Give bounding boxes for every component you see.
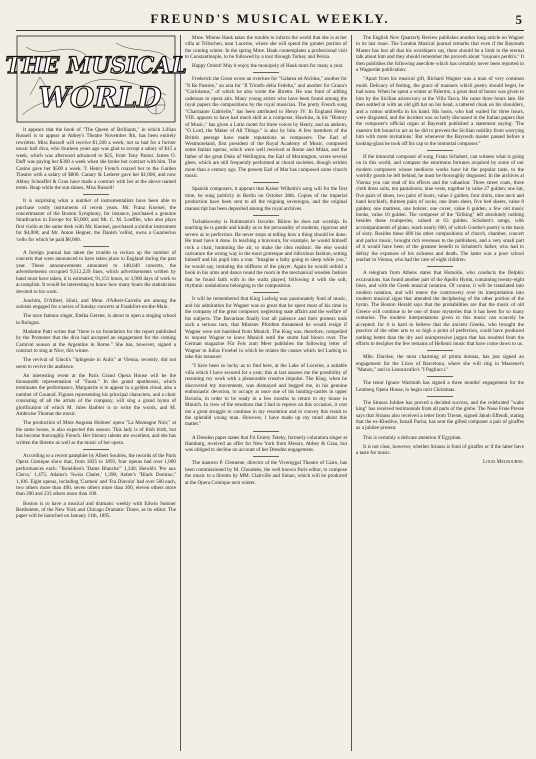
- paragraph: Madame Patti writes that "there is no foundation for the report published by the Promoter that the diva had accepted an engagement for the coming Carnival season at the Argentine in Rome." She has, however, signed a contract to sing at Nice, this winter.: [16, 328, 176, 355]
- paragraph: The maestro P. Clemente, director of the Vicereggal Theatre of Cairo, has been commissioned by M. Choudens, the well known Paris editor, to compose the music to a libretto by MM. Clairville and Simao, which will be produced at the Opera Comique next winter.: [185, 460, 347, 486]
- paragraph: It is surprising what a number of instrumentalists have been able to purchase costly instruments of recent years. Mr. Franz Kneisel, the concertmaster of the Boston Symphony, for instance, purchased a genuine Stradivarius in Europe for $3,000; and Mr. C. M. Loeffler, who also plays first violin at the same desk with Mr. Kneisel, purchased a similar instrument for $4,000; and Mr. Anton Hegner, the Danish 'cellist, owns a Guarnerius 'cello for which he paid $8,000.: [16, 198, 176, 243]
- paragraph: It appears that the book of "The Queen of Brilliants," in which Lillian Russell is to appear at Abbey's Theatre November 9th, has been entirely rewritten. Miss Russell will receive $1,500 a week; not so bad for a former music hall diva, who fourteen years ago was glad to accept a salary of $15 a week, which was afterward advanced to $25, from Tony Pastor. James O. Duff was paying her $300 a week when she broke her contract with him. The Casino gave her $500 a week. T. Henry French coaxed her to the Garden Theatre with a salary of $800. Canary & Lederer gave her $1,000, and now Abbey Schoeffel & Grau have made a contract with her at the above named terms. Reap while the sun shines, Miss Russell!: [16, 127, 176, 192]
- paragraph: The production of Mme Augusta Holmes' opera "La Montagne Noir," at the same house, is also expected this season. This lady is of Irish birth, but has become thoroughly French. Her literary talents are excellent, and she has written the libretto as well as the music of her opera.: [16, 420, 176, 446]
- masthead-line-2: WORLD: [38, 81, 162, 114]
- paragraph: An interesting event at the Paris Grand Opera House will be the thousandth representation of "Faust." In the grand apotheosis, which terminates the performance, Marguerite is to appear in a golden cloud, also a number of Gounod. Figures representing his principal characters, and a choir consisting of all the artists of the company, will sing a grand hymn of glorification of which M. Jules Barbier is to write the words, and M. Ambroise Thomas the music.: [16, 372, 176, 418]
- paragraph: It will be remembered that King Ludwig was passionately fond of music, and his admiration for Wagner was so great that he spent most of his time in the company of the great composer, neglecting state affairs and the welfare of his subjects. The Bavarians finally lost all patience and their protests took such a serious turn, that Minister Pfordten threatened he would resign if Wagner were not banished from Munich. The King was, therefore, compelled to request Wagner to leave Munich until the storm had blown over. The German magazine Für Fels zum Meer publishes the following letter of Wagner to Julius Froebel in which he relates the causes which led Ludwig to take this measure:: [185, 296, 347, 361]
- paragraph: Mme. Minnie Hauk takes the trouble to inform the world that she is at her villa at Tribschen, near Lucerne, where she will spend the greater portion of the coming winter. In the spring Mme. Hauk contemplates a professional visit to Constantinople, to be followed by a tour through Turkey and Persia.: [185, 35, 347, 61]
- author-signature: Louis Melbourne.: [483, 459, 524, 466]
- paragraph: Joachim, D'Albert, Siloti, and Mme. d'Albert-Carreño are among the soloists engaged for a series of Sunday concerts at Frankfort-on-the-Main.: [16, 297, 176, 311]
- musical-world-masthead: [5, 35, 187, 123]
- paragraph: The once famous singer, Etelka Gerster, is about to open a singing school in Bologna.: [16, 313, 176, 326]
- paragraph: A foreign journal has taken the trouble to reckon up the number of concerts that were announced to have taken place in England during the past year. These announcements amounted to 148,640 concerts, the advertisements occupied 9,512,229 lines, which advertisements written by hand must have taken, it is estimated, 91,151 hours, or 3,960 days of work to accomplish. It would be interesting to know how many hours the statisticians devoted to his work.: [16, 249, 176, 295]
- column-3: [356, 35, 524, 751]
- paragraph: The Strauss Jubilee has proved a decided success, and the celebrated "waltz king" has received testimonials from all parts of the globe. The Neue Freie Presse says that Strauss also received a letter from Trieste, signed Jakob Effendi, stating that the ex-Khedive, Ismail Pacha, has sent the gifted composer a pair of giraffes as a jubilee present.: [356, 399, 524, 432]
- paragraph: It is not clear, however, whether Strauss is fond of giraffes or if the latter have a taste for music.: [356, 443, 524, 457]
- paragraph: The tenor Ignace Warmuth has signed a three months' engagement for the Lemberg Opera House, to begin next Christmas.: [356, 380, 524, 393]
- paragraph: This is certainly a delicate attention if Egyptian.: [363, 434, 462, 441]
- paragraph: "Apart from his musical gift, Richard Wagner was a man of very common mold. Delicacy of feeling, the grace of manners which poetry should beget, he had none. When he spent a winter at Palermo, a great deal of honor was given to him by the Sicilian aristocracy at the Villa Tasca. He came three hours late. He then settled in with an old gift hat on his head, a tattered cloak on his shoulders, and a cotton umbrella in his hand. His hosts, who had waited for three hours, were disgusted, and the incident was so hotly discussed in the Italian papers that the composer's official organ at Bayreuth published a statement saying: 'The maestro felt bound to act as he did to prevent the Sicilian nobility from worrying him with more invitations.' But whenever the Bayreuth master passed before a looking-glass he took off his cap to the immortal composer.": [356, 76, 524, 147]
- column-rule-2: [351, 35, 352, 751]
- masthead-line-1: THE MUSICAL: [5, 53, 187, 79]
- paragraph: According to a recent pamphlet by Albert Soubies, the records of the Paris Opera Comique show that, from 1825 to 1893, four operas had over 1,000 performances each: "Boieldieu's 'Dame Blanche'" 1,340; Herold's 'Pre aux Clercs,' 1,475; Adams's 'Swiss Chalet,' 1,390; Auber's "Black Domino," 1,106. Eight operas, including 'Carmen' and 'Fra Diavolo' had over 500 each, two others more than 400, seven others more than 300, eleven others more than 200 and 233 others more than 100.: [16, 452, 176, 498]
- page-number: 5: [515, 12, 522, 27]
- column-2: [185, 35, 347, 751]
- publication-title: FREUND'S MUSICAL WEEKLY.: [150, 11, 390, 26]
- paragraph: Boston is to have a musical and dramatic weekly with Edwin Sumner Berthelette, of the New York and Chicago Dramatic Times, as its editor. The paper will be launched on January 11th, 1895.: [16, 500, 176, 520]
- page-header: [16, 8, 524, 31]
- masthead-illustration: [5, 35, 187, 123]
- paragraph: Tschaikowsky is Rubinstein's favorite. Bülow he does not worship. In teaching he is gentle and kindly as to the personality of students, rigorous and severe as to perfection. He never stops at telling how a thing should be done. He must have it done. In teaching a bravoura, for example, he would himself rock a chair, humming the air, to make the idea realistic. He else would caricature the wrong way in the most grotesque and ridiculous fashion, setting himself and his pupil into a roar. "Imagine a baby going to sleep while you," he would say, imitating the stiffness of the player. Again he would unfold a book in his arms and dance round the room in the mechanical wooden fashion that he found faith with in the waltz played, following it with the soft, rhythmic undulations belonging to the composition.: [185, 218, 347, 290]
- paragraph: "I have been so lucky as to find here, at the Lake of Lucerne, a suitable villa which I have secured for a year; this at last assures me the possibility of resuming my work with a pleasurable creative impulse. The King, when he discovered my movements, was dismayed and begged me, in his genuine enthusiastic devotion, to occupy at once one of his hunting-castles in upper Bavaria, in order to be ready in a few months to return to my house in Munich. In view of the emotions that I had to repress on this occasion, it cost me a great struggle to continue in my resolution and to convey this result to the splendid young man. However, I have made up my mind about this matter.": [185, 363, 347, 428]
- paragraph: The English New Quarterly Review publishes another long article on Wagner in its last issue. The London Musical journal remarks that even if the Bayreuth Master has lost all that his worshipers say, there should be a limit to the eternal talk about him and they should remember the proverb about "toujours perdrix." It then publishes the following anecdote which has certainly never been reported in a Wagnerite publication:: [356, 35, 524, 74]
- column-rule-1: [180, 35, 181, 751]
- paragraph: Mlle. Darclee, the most charming of prima donnas, has just signed an engagement for the Liceo of Barcelona, where she will sing in Massenet's "Manon," and in Leoncavallo's "I Pagliacci.": [356, 354, 524, 374]
- paragraph: A Dresden paper states that Fri Emmy Teleky, formerly coloratura singer at Hamburg, received an offer for New York from Messrs. Abbey & Grau, but was obliged to decline on account of her Dresden engagement.: [185, 434, 347, 454]
- paragraph: Happy Orient! May it enjoy the monopoly of Hauk tours for many a year.: [192, 63, 344, 70]
- paragraph: A telegram from Athens states that Homolle, who conducts the Delphic excavations, has found another part of the Apollo Hymn, containing twenty-eight lines, and with the Greek musical notation. Of course, it will be translated into modern notation, and will renew the controversy over its interpretation into modern musical signs that attended the deciphering of the other portion of the hymn. The Boston Herald says that the probabilities are that the music of old Greece will continue to be one of those mysteries that it has been for so many centuries. The modern interpretations given to this music can scarcely be accepted; for it is hard to believe that the ancient Greeks, who brought the practice of the other arts to so high a point of perfection, could have produced nothing better than the dry and unimpressive jargon that has resulted from the efforts to decipher the few remains of Hellenic music that have come down to us.: [356, 270, 524, 348]
- paragraph: If the immortal composer of song, Franz Schubert, can witness what is going on in this world, and compare the enormous fortunes acquired by some of our modern composers whose mediocre works have hit the popular taste, to the worldly goods he left behind, he must be thoroughly disgusted. In the archives at Vienna you can read of his effects and the valuation: Three street coats, three cloth dress suits, ten pantaloons, nine vests, together in value 27 gulden; one hat, five pairs of shoes, two pairs of boots, value 2 gulden; four shirts, nine neck and hand kerchiefs, thirteen pairs of socks, one linen sheet, five bed sheets, value 8 gulden; one mattress, one bolster, one cover, value 6 gulden; a few old music books, value 10 gulden. The composer of the "Erlking" left absolutely nothing besides these trumperies, valued at 63 gulden. Schubert's songs, with accompaniments of piano, reach nearly 600, of which Goethe's poetry is the basis of sixty. Besides these 600 his other compositions of church, chamber, concert and parlor music, brought rich revenues to the publishers, and a very small part of it would have been of the greatest benefit to Schubert's father, who had to defray the expenses of his sickness and death. The latter was a poor school teacher in Vienna, who had the care of eight children.: [356, 153, 524, 264]
- paragraph: Spanish composers, it appears that Kaiser Wilhelm's song will for the first time, be sung publicly in Berlin on October 28th. Copies of the imperial production have been sent to all the reigning sovereigns, and the original manuscript has been deposited among the royal archives.: [185, 186, 347, 212]
- column-1: [5, 35, 187, 751]
- paragraph: Frederick the Great wrote an overture for "Galatea ed Alcidea," another for "Il Re Pastore," an aria for "Il Trionfo della Fedelta," and another for Graun's "Coriolanus," of which he also wrote the libretto. He was fond of adding cadenzas to opera airs. Many young artists who have been found among the royal papers the compositions by the royal musician. The pretty French song "Charmante Gabrielle," has been attributed to Henry IV. In England Henry VIII. appears to have had much skill as a composer. Hawkins, in his "History of Music," has given a Latin motet for three voices by Henry, and an anthem, "O Lord, the Maker of All Things." is also by him. A few members of the British peerage have made reputations as composers. The Earl of Westmoreland, first president of the Royal Academy of Music, composed some Italian operas, which were well received at Rome and Milan, and the father of the great Duke of Wellington, the Earl of Mornington, wrote several glees, which are still frequently performed at choral societies, though written more than a century ago. The present Earl of Mar has composed some church music.: [185, 76, 347, 180]
- paragraph: The revival of Gluck's "Iphigenie in Aulis" at Vienna, recently, did not seem to revive the audience.: [16, 357, 176, 370]
